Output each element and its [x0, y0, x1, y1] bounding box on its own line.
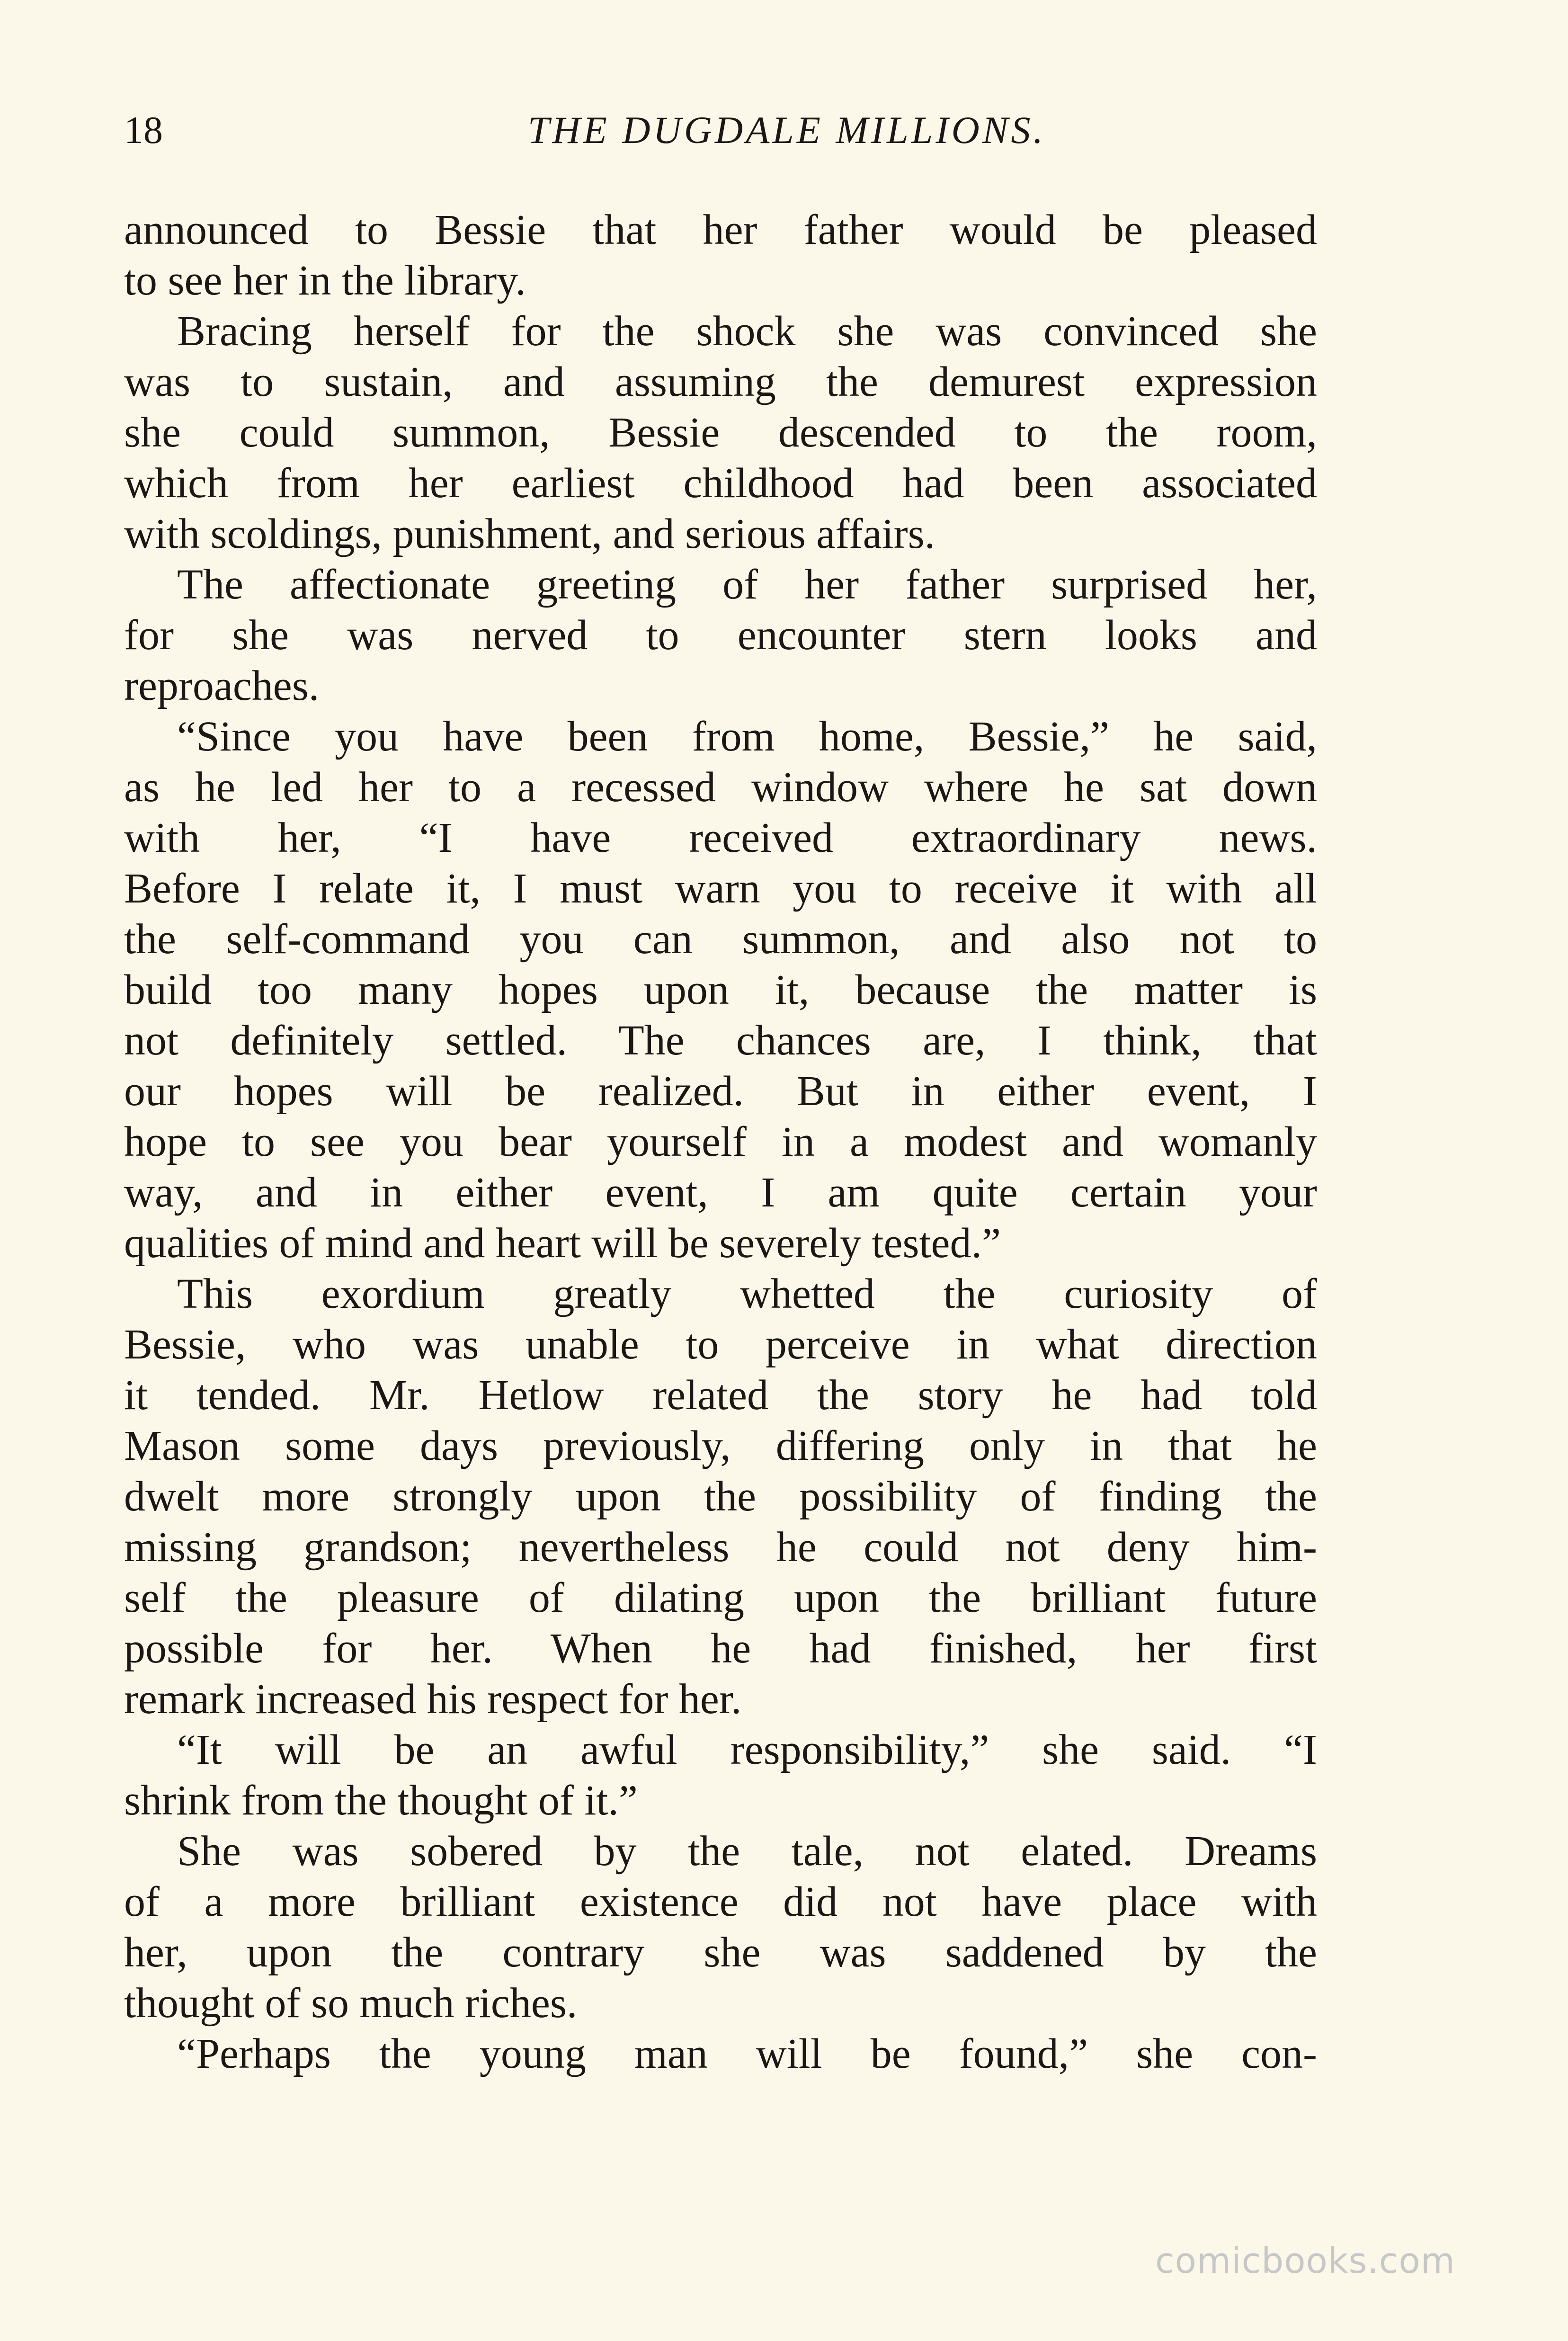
- text-line: with her, “I have received extraordinary news.: [124, 814, 1317, 861]
- text-line: for she was nerved to encounter stern looks and: [124, 612, 1317, 659]
- site-watermark: comicbooks.com: [1155, 2241, 1455, 2281]
- text-line: missing grandson; nevertheless he could not deny him-: [124, 1524, 1317, 1571]
- text-line: remark increased his respect for her.: [124, 1676, 742, 1723]
- text-line: possible for her. When he had finished, her first: [124, 1625, 1317, 1672]
- text-line: thought of so much riches.: [124, 1980, 578, 2027]
- text-line: build too many hopes upon it, because the matter is: [124, 966, 1317, 1013]
- text-line: to see her in the library.: [124, 257, 526, 304]
- text-line: way, and in either event, I am quite certain your: [124, 1169, 1317, 1216]
- text-line: the self-command you can summon, and also not to: [124, 916, 1317, 963]
- text-line: reproaches.: [124, 662, 320, 709]
- text-line: not definitely settled. The chances are, I think, that: [124, 1017, 1317, 1064]
- text-line: she could summon, Bessie descended to the room,: [124, 409, 1317, 456]
- text-line: as he led her to a recessed window where he sat down: [124, 764, 1317, 811]
- text-line: hope to see you bear yourself in a modest and womanly: [124, 1118, 1317, 1165]
- text-line: qualities of mind and heart will be severely tested.”: [124, 1220, 1001, 1267]
- text-line: Before I relate it, I must warn you to receive it with all: [124, 865, 1317, 912]
- text-line: our hopes will be realized. But in either event, I: [124, 1068, 1317, 1115]
- text-line: Mason some days previously, differing only in that he: [124, 1422, 1317, 1469]
- text-line: which from her earliest childhood had been associated: [124, 460, 1317, 507]
- page-header: [124, 102, 1317, 159]
- text-line: dwelt more strongly upon the possibility of finding the: [124, 1473, 1317, 1520]
- text-line: was to sustain, and assuming the demurest expression: [124, 358, 1317, 405]
- text-line: “It will be an awful responsibility,” she said. “I: [177, 1726, 1317, 1773]
- text-line: Bessie, who was unable to perceive in what direction: [124, 1321, 1317, 1368]
- text-line: her, upon the contrary she was saddened by the: [124, 1929, 1317, 1976]
- text-line: Bracing herself for the shock she was convinced she: [177, 308, 1317, 355]
- text-line: She was sobered by the tale, not elated. Dreams: [177, 1828, 1317, 1875]
- text-line: of a more brilliant existence did not have place with: [124, 1878, 1317, 1925]
- page-number: 18: [124, 108, 163, 152]
- text-line: “Perhaps the young man will be found,” she con-: [177, 2030, 1317, 2077]
- text-line: it tended. Mr. Hetlow related the story he had told: [124, 1372, 1317, 1419]
- running-head: THE DUGDALE MILLIONS.: [527, 108, 1046, 152]
- text-line: self the pleasure of dilating upon the brilliant future: [124, 1574, 1317, 1621]
- text-line: with scoldings, punishment, and serious affairs.: [124, 510, 935, 557]
- text-line: “Since you have been from home, Bessie,” he said,: [177, 713, 1317, 760]
- text-line: shrink from the thought of it.”: [124, 1777, 638, 1824]
- body-text: [124, 205, 1317, 2108]
- text-line: announced to Bessie that her father would be pleased: [124, 206, 1317, 253]
- text-line: The affectionate greeting of her father surprised her,: [177, 561, 1317, 608]
- text-line: This exordium greatly whetted the curiosity of: [177, 1270, 1317, 1317]
